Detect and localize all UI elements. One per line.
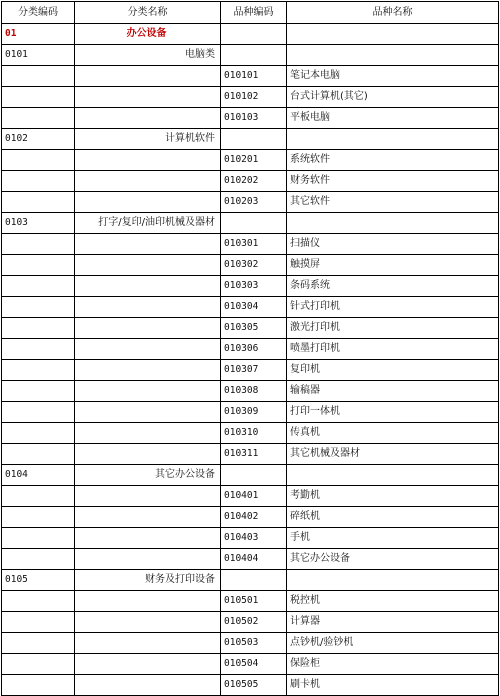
category-name-cell bbox=[75, 66, 221, 87]
category-name-cell bbox=[75, 192, 221, 213]
category-code-cell bbox=[2, 339, 75, 360]
category-code-cell bbox=[2, 528, 75, 549]
item-code-cell: 010404 bbox=[221, 549, 287, 570]
category-code-cell bbox=[2, 171, 75, 192]
category-name-cell bbox=[75, 528, 221, 549]
item-name-cell: 系统软件 bbox=[287, 150, 499, 171]
item-code-cell: 010402 bbox=[221, 507, 287, 528]
table-row bbox=[2, 171, 499, 192]
category-name-cell bbox=[75, 87, 221, 108]
category-code-cell bbox=[2, 318, 75, 339]
item-code-cell: 010202 bbox=[221, 171, 287, 192]
header-item-name: 品种名称 bbox=[287, 2, 499, 24]
table-row bbox=[2, 360, 499, 381]
item-name-cell: 平板电脑 bbox=[287, 108, 499, 129]
item-name-cell bbox=[287, 465, 499, 486]
item-name-cell: 碎纸机 bbox=[287, 507, 499, 528]
item-code-cell: 010102 bbox=[221, 87, 287, 108]
item-code-cell: 010103 bbox=[221, 108, 287, 129]
category-code-cell bbox=[2, 66, 75, 87]
item-code-cell: 010301 bbox=[221, 234, 287, 255]
category-name-cell bbox=[75, 633, 221, 654]
table-row bbox=[2, 150, 499, 171]
item-name-cell bbox=[287, 45, 499, 66]
table-row bbox=[2, 24, 499, 45]
item-code-cell: 010101 bbox=[221, 66, 287, 87]
item-name-cell: 财务软件 bbox=[287, 171, 499, 192]
table-row bbox=[2, 423, 499, 444]
item-code-cell: 010501 bbox=[221, 591, 287, 612]
item-code-cell: 010203 bbox=[221, 192, 287, 213]
header-item-code: 品种编码 bbox=[221, 2, 287, 24]
category-name-cell bbox=[75, 486, 221, 507]
table-row bbox=[2, 570, 499, 591]
item-name-cell: 喷墨打印机 bbox=[287, 339, 499, 360]
category-name-cell bbox=[75, 591, 221, 612]
category-name-cell bbox=[75, 423, 221, 444]
category-name-cell bbox=[75, 675, 221, 696]
item-code-cell: 010401 bbox=[221, 486, 287, 507]
table-row bbox=[2, 66, 499, 87]
category-name-cell bbox=[75, 444, 221, 465]
item-code-cell bbox=[221, 465, 287, 486]
item-name-cell bbox=[287, 213, 499, 234]
item-name-cell: 点钞机/验钞机 bbox=[287, 633, 499, 654]
category-code-cell: 0103 bbox=[2, 213, 75, 234]
table-row bbox=[2, 507, 499, 528]
category-code-cell bbox=[2, 381, 75, 402]
item-code-cell: 010311 bbox=[221, 444, 287, 465]
table-row bbox=[2, 87, 499, 108]
item-code-cell: 010304 bbox=[221, 297, 287, 318]
item-name-cell: 输稿器 bbox=[287, 381, 499, 402]
item-code-cell bbox=[221, 570, 287, 591]
table-row bbox=[2, 654, 499, 675]
category-code-cell bbox=[2, 297, 75, 318]
table-row bbox=[2, 444, 499, 465]
category-name-cell bbox=[75, 402, 221, 423]
item-code-cell bbox=[221, 45, 287, 66]
category-code-cell bbox=[2, 423, 75, 444]
item-name-cell: 计算器 bbox=[287, 612, 499, 633]
item-code-cell: 010308 bbox=[221, 381, 287, 402]
item-code-cell: 010201 bbox=[221, 150, 287, 171]
category-name-cell bbox=[75, 297, 221, 318]
item-name-cell: 激光打印机 bbox=[287, 318, 499, 339]
table-row bbox=[2, 675, 499, 696]
table-row bbox=[2, 276, 499, 297]
category-code-cell: 01 bbox=[2, 24, 75, 45]
table-row bbox=[2, 108, 499, 129]
item-name-cell: 刷卡机 bbox=[287, 675, 499, 696]
table-row bbox=[2, 297, 499, 318]
item-code-cell: 010505 bbox=[221, 675, 287, 696]
category-code-cell bbox=[2, 150, 75, 171]
table-row bbox=[2, 612, 499, 633]
table-row bbox=[2, 129, 499, 150]
table-row bbox=[2, 633, 499, 654]
item-code-cell: 010502 bbox=[221, 612, 287, 633]
category-code-cell: 0102 bbox=[2, 129, 75, 150]
category-name-cell bbox=[75, 171, 221, 192]
item-code-cell: 010309 bbox=[221, 402, 287, 423]
category-code-cell: 0101 bbox=[2, 45, 75, 66]
table-row bbox=[2, 549, 499, 570]
category-code-cell bbox=[2, 486, 75, 507]
item-code-cell bbox=[221, 213, 287, 234]
item-code-cell bbox=[221, 129, 287, 150]
table-row bbox=[2, 465, 499, 486]
header-row bbox=[2, 2, 499, 24]
category-code-cell bbox=[2, 87, 75, 108]
item-name-cell bbox=[287, 129, 499, 150]
item-name-cell: 台式计算机(其它) bbox=[287, 87, 499, 108]
table-body bbox=[2, 24, 499, 696]
category-code-cell: 0105 bbox=[2, 570, 75, 591]
item-code-cell: 010302 bbox=[221, 255, 287, 276]
table-row bbox=[2, 402, 499, 423]
category-name-cell bbox=[75, 381, 221, 402]
item-name-cell: 传真机 bbox=[287, 423, 499, 444]
category-name-cell bbox=[75, 108, 221, 129]
item-name-cell: 复印机 bbox=[287, 360, 499, 381]
table-row bbox=[2, 213, 499, 234]
category-code-cell bbox=[2, 444, 75, 465]
table-row bbox=[2, 339, 499, 360]
item-name-cell: 考勤机 bbox=[287, 486, 499, 507]
item-name-cell: 触摸屏 bbox=[287, 255, 499, 276]
item-code-cell: 010303 bbox=[221, 276, 287, 297]
item-code-cell bbox=[221, 24, 287, 45]
table-row bbox=[2, 528, 499, 549]
category-name-cell: 计算机软件 bbox=[75, 129, 221, 150]
category-name-cell: 其它办公设备 bbox=[75, 465, 221, 486]
category-code-cell bbox=[2, 234, 75, 255]
item-code-cell: 010307 bbox=[221, 360, 287, 381]
category-code-cell bbox=[2, 612, 75, 633]
category-code-cell bbox=[2, 549, 75, 570]
category-code-cell bbox=[2, 360, 75, 381]
category-code-cell bbox=[2, 654, 75, 675]
category-name-cell: 电脑类 bbox=[75, 45, 221, 66]
category-code-cell bbox=[2, 108, 75, 129]
item-name-cell: 手机 bbox=[287, 528, 499, 549]
category-name-cell bbox=[75, 276, 221, 297]
table-row bbox=[2, 192, 499, 213]
category-code-cell: 0104 bbox=[2, 465, 75, 486]
item-name-cell: 针式打印机 bbox=[287, 297, 499, 318]
category-name-cell bbox=[75, 150, 221, 171]
category-name-cell bbox=[75, 360, 221, 381]
item-code-cell: 010310 bbox=[221, 423, 287, 444]
table-row bbox=[2, 591, 499, 612]
category-code-cell bbox=[2, 591, 75, 612]
item-name-cell: 保险柜 bbox=[287, 654, 499, 675]
category-name-cell bbox=[75, 654, 221, 675]
table-row bbox=[2, 381, 499, 402]
item-code-cell: 010503 bbox=[221, 633, 287, 654]
item-code-cell: 010306 bbox=[221, 339, 287, 360]
category-code-cell bbox=[2, 402, 75, 423]
table-row bbox=[2, 234, 499, 255]
category-name-cell bbox=[75, 234, 221, 255]
category-code-cell bbox=[2, 255, 75, 276]
category-name-cell: 财务及打印设备 bbox=[75, 570, 221, 591]
header-category-name: 分类名称 bbox=[75, 2, 221, 24]
item-name-cell: 税控机 bbox=[287, 591, 499, 612]
item-name-cell: 笔记本电脑 bbox=[287, 66, 499, 87]
table-row bbox=[2, 318, 499, 339]
category-name-cell: 办公设备 bbox=[75, 24, 221, 45]
item-name-cell: 扫描仪 bbox=[287, 234, 499, 255]
table-row bbox=[2, 255, 499, 276]
category-name-cell bbox=[75, 255, 221, 276]
item-code-cell: 010403 bbox=[221, 528, 287, 549]
item-name-cell: 其它机械及器材 bbox=[287, 444, 499, 465]
category-name-cell bbox=[75, 339, 221, 360]
category-name-cell bbox=[75, 549, 221, 570]
table-row bbox=[2, 45, 499, 66]
category-code-cell bbox=[2, 507, 75, 528]
item-name-cell bbox=[287, 570, 499, 591]
category-code-cell bbox=[2, 276, 75, 297]
category-code-cell bbox=[2, 192, 75, 213]
table-row bbox=[2, 486, 499, 507]
category-name-cell bbox=[75, 507, 221, 528]
item-name-cell: 其它软件 bbox=[287, 192, 499, 213]
item-name-cell bbox=[287, 24, 499, 45]
item-code-cell: 010305 bbox=[221, 318, 287, 339]
item-name-cell: 其它办公设备 bbox=[287, 549, 499, 570]
category-name-cell: 打字/复印/油印机械及器材 bbox=[75, 213, 221, 234]
category-name-cell bbox=[75, 612, 221, 633]
category-code-cell bbox=[2, 675, 75, 696]
classification-table bbox=[1, 1, 499, 696]
item-code-cell: 010504 bbox=[221, 654, 287, 675]
item-name-cell: 条码系统 bbox=[287, 276, 499, 297]
category-name-cell bbox=[75, 318, 221, 339]
header-category-code: 分类编码 bbox=[2, 2, 75, 24]
item-name-cell: 打印一体机 bbox=[287, 402, 499, 423]
category-code-cell bbox=[2, 633, 75, 654]
